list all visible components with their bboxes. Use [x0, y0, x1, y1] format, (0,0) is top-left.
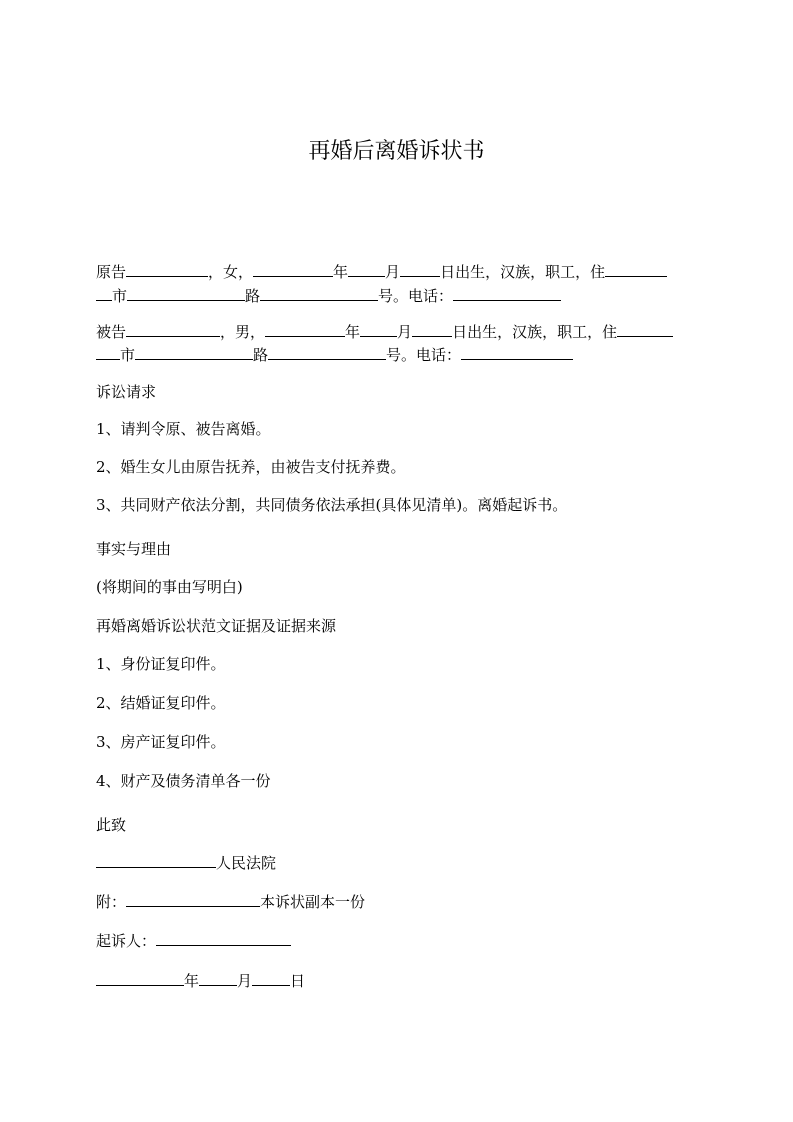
plaintiff-birth-text: 日出生，汉族，职工，住	[440, 263, 606, 281]
date-year-blank[interactable]	[96, 969, 184, 986]
plaintiff-city-blank[interactable]	[96, 284, 112, 301]
defendant-city-blank[interactable]	[96, 343, 120, 360]
plaintiff-address-blank[interactable]	[605, 260, 667, 277]
defendant-gender: ，男，	[220, 323, 266, 341]
defendant-birth-month-blank[interactable]	[360, 320, 397, 337]
evidence-item-1: 1、身份证复印件。	[96, 655, 226, 673]
plaintiff-line-1	[96, 260, 667, 283]
date-day-label: 日	[290, 972, 306, 990]
salutation: 此致	[96, 816, 127, 834]
date-month-label: 月	[237, 972, 253, 990]
plaintiff-birth-year-blank[interactable]	[253, 260, 333, 277]
defendant-city-label: 市	[120, 346, 136, 364]
facts-heading: 事实与理由	[96, 540, 172, 558]
defendant-line-1	[96, 320, 673, 343]
attachment-text: 本诉状副本一份	[260, 893, 366, 911]
court-label: 人民法院	[216, 854, 277, 872]
defendant-month-label: 月	[397, 323, 413, 341]
claims-heading: 诉讼请求	[96, 383, 157, 401]
date-year-label: 年	[184, 972, 200, 990]
claim-item-1: 1、请判令原、被告离婚。	[96, 420, 271, 438]
claim-item-3: 3、共同财产依法分割，共同债务依法承担(具体见清单)。离婚起诉书。	[96, 496, 568, 514]
attachment-blank[interactable]	[126, 890, 260, 907]
date-line	[96, 969, 305, 992]
plaintiff-road-label: 路	[245, 287, 261, 305]
evidence-item-3: 3、房产证复印件。	[96, 733, 226, 751]
date-day-blank[interactable]	[252, 969, 290, 986]
plaintiff-number-blank[interactable]	[260, 284, 378, 301]
evidence-heading: 再婚离婚诉讼状范文证据及证据来源	[96, 617, 337, 635]
plaintiff-birth-month-blank[interactable]	[348, 260, 385, 277]
defendant-phone-label: 号。电话：	[386, 346, 462, 364]
plaintiff-sign-blank[interactable]	[156, 929, 291, 946]
defendant-address-blank[interactable]	[617, 320, 673, 337]
plaintiff-line-2	[96, 284, 561, 307]
plaintiff-name-blank[interactable]	[126, 260, 208, 277]
attachment-line	[96, 890, 365, 913]
defendant-number-blank[interactable]	[268, 343, 386, 360]
defendant-birth-day-blank[interactable]	[412, 320, 452, 337]
defendant-birth-text: 日出生，汉族，职工，住	[452, 323, 618, 341]
defendant-phone-blank[interactable]	[461, 343, 573, 360]
plaintiff-phone-label: 号。电话：	[378, 287, 454, 305]
claim-item-2: 2、婚生女儿由原告抚养，由被告支付抚养费。	[96, 458, 406, 476]
defendant-road-label: 路	[253, 346, 269, 364]
plaintiff-birth-day-blank[interactable]	[400, 260, 440, 277]
plaintiff-gender: ，女，	[208, 263, 254, 281]
plaintiff-sign-label: 起诉人：	[96, 932, 157, 950]
date-month-blank[interactable]	[199, 969, 237, 986]
court-name-blank[interactable]	[96, 851, 216, 868]
defendant-label: 被告	[96, 323, 127, 341]
plaintiff-month-label: 月	[385, 263, 401, 281]
court-line	[96, 851, 276, 874]
facts-note: (将期间的事由写明白)	[96, 578, 243, 596]
defendant-year-label: 年	[345, 323, 361, 341]
plaintiff-sign-line	[96, 929, 291, 952]
defendant-road-blank[interactable]	[135, 343, 253, 360]
plaintiff-label: 原告	[96, 263, 127, 281]
defendant-birth-year-blank[interactable]	[265, 320, 345, 337]
plaintiff-year-label: 年	[333, 263, 349, 281]
defendant-name-blank[interactable]	[126, 320, 220, 337]
plaintiff-road-blank[interactable]	[127, 284, 245, 301]
defendant-line-2	[96, 343, 573, 366]
evidence-item-2: 2、结婚证复印件。	[96, 694, 226, 712]
evidence-item-4: 4、财产及债务清单各一份	[96, 772, 271, 790]
attachment-label: 附：	[96, 893, 127, 911]
document-title: 再婚后离婚诉状书	[308, 139, 485, 164]
plaintiff-phone-blank[interactable]	[453, 284, 561, 301]
plaintiff-city-label: 市	[112, 287, 128, 305]
